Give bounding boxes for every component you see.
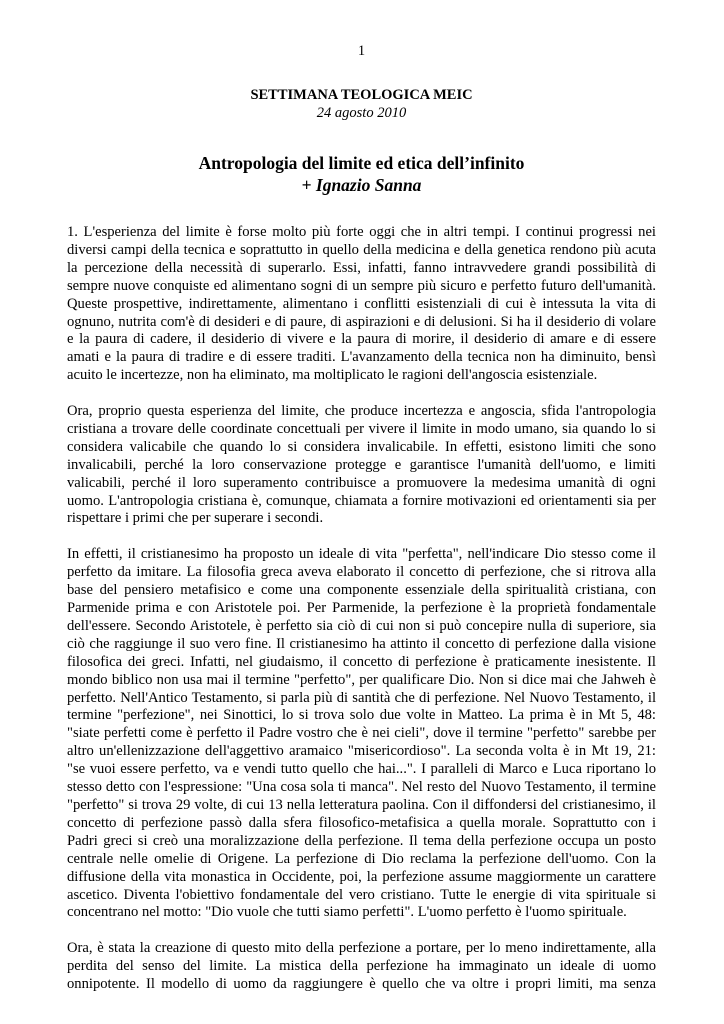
- paragraph-line: amati e la paura di tradire e di essere traditi. L'avanzamento della tecnica non ha diminuito, bensì: [67, 349, 656, 366]
- paragraph-line: perdita del senso del limite. La mistica della perfezione ha immaginato un ideale di uomo: [67, 958, 656, 975]
- paragraph-line: "siate perfetti come è perfetto il Padre vostro che è nei cieli", dove il termine "perfetto" sarebbe per: [67, 725, 656, 742]
- event-date: 24 agosto 2010: [316, 105, 407, 121]
- paragraph-line: diffusione della vita monastica in Occidente, poi, la perfezione assume maggiormente un carattere: [67, 868, 656, 885]
- paragraph-line: acuito le incertezze, non ha eliminato, ma moltiplicato le ragioni dell'angoscia esistenziale.: [67, 367, 598, 384]
- paragraph-line: ascetico. Diventa l'obiettivo fondamentale del vero cristiano. Tutte le energie di vita spirituale si: [67, 886, 656, 903]
- paragraph-line: perfetto da imitare. La filosofia greca aveva elaborato il concetto di perfezione, che si ritrova alla: [67, 564, 656, 581]
- paragraph-line: ognuno, nutrita com'è di desideri e di paure, di aspirazioni e di delusioni. Si ha il desiderio di volare: [67, 313, 656, 330]
- paragraph-line: Queste prospettive, indirettamente, alimentano i conflitti esistenziali di cui è intessuta la vita di: [67, 295, 656, 312]
- paragraph-line: valicabili, perché il loro superamento contribuisce a promuovere la medesima umanità di ogni: [67, 474, 656, 491]
- paragraph-line: uomo. L'antropologia cristiana è, comunque, chiamata a fornire motivazioni ed orientamenti sia per: [67, 492, 656, 509]
- paragraph-line: 1. L'esperienza del limite è forse molto più forte oggi che in altri tempi. I continui progressi nei: [67, 224, 656, 240]
- document-title: Antropologia del limite ed etica dell’infinito: [198, 153, 525, 173]
- paragraph-line: "perfetto" si trova 29 volte, di cui 13 nella letteratura paolina. Con il diffondersi del cristianesimo, il: [67, 796, 656, 813]
- paragraph-line: dell'essere. Secondo Aristotele, è perfetto sia ciò di cui non si può concepire nulla di superiore, sia: [67, 617, 656, 634]
- page-number: 1: [357, 43, 366, 59]
- paragraph-line: base del pensiero metafisico e come una componente essenziale della spiritualità cristiana, con: [67, 582, 656, 599]
- paragraph-line: In effetti, il cristianesimo ha proposto un ideale di vita "perfetta", nell'indicare Dio stesso come il: [67, 546, 656, 563]
- paragraph-line: invalicabili, perché la loro conservazione protegge e garantisce l'umanità dell'uomo, e limiti: [67, 456, 656, 473]
- paragraph-line: sempre nuove conquiste ed alimentano sogni di un sempre più sicuro e perfetto futuro dell'umanità.: [67, 277, 656, 294]
- paragraph-line: centrale nelle omelie di Origene. La perfezione di Dio reclama la perfezione dell'uomo. Con la: [67, 850, 656, 867]
- paragraph: [67, 940, 656, 994]
- paragraph-line: filosofica dei greci. Infatti, nel giudaismo, il concetto di perfezione è praticamente inesistente. Il: [67, 653, 656, 670]
- paragraph-line: Padri greci si creò una moralizzazione della perfezione. Il tema della perfezione occupa un posto: [67, 832, 656, 849]
- paragraph-line: la percezione della necessità di superarlo. Essi, infatti, fanno intravvedere grandi possibilità di: [67, 259, 656, 276]
- paragraph: [67, 403, 656, 528]
- body-text: [67, 224, 656, 1012]
- paragraph-line: Ora, proprio questa esperienza del limite, che produce incertezza e angoscia, sfida l'antropologia: [67, 403, 656, 420]
- paragraph-line: considera valicabile che quando lo si considera invalicabile. In effetti, esistono limiti che sono: [67, 438, 656, 455]
- paragraph-line: "se vuoi essere perfetto, va e vendi tutto quello che hai...". I paralleli di Marco e Luca riportano lo: [67, 761, 656, 778]
- paragraph-line: perfetto. Nell'Antico Testamento, si parla più di santità che di perfezione. Nel Nuovo Testamento, il: [67, 689, 656, 706]
- paragraph-line: termine "perfezione", nei Sinottici, lo si trova solo due volte in Matteo. La prima è in Mt 5, 48:: [67, 707, 656, 724]
- paragraph-line: stesso detto con l'espressione: "Una cosa sola ti manca". Nel resto del Nuovo Testamento, il termine: [67, 779, 656, 796]
- paragraph-line: cristiana a trovare delle coordinate concettuali per vivere il limite in modo umano, sia quando lo si: [67, 420, 656, 437]
- paragraph-line: Ora, è stata la creazione di questo mito della perfezione a portare, per lo meno indirettamente, alla: [67, 940, 656, 957]
- paragraph-line: mondo biblico non usa mai il termine "perfetto", per qualificare Dio. Non si dice mai che Jahweh è: [67, 671, 656, 688]
- paragraph-line: concetto di perfezione passò dalla sfera filosofico-metafisica a quella morale. Soprattutto con i: [67, 814, 656, 831]
- paragraph-line: rispettare i primi che per superare i secondi.: [67, 510, 324, 527]
- paragraph: [67, 546, 656, 922]
- paragraph: [67, 224, 656, 385]
- paragraph-line: altro un'ellenizzazione dell'aggettivo aramaico "misericordioso". La seconda volta è in Mt 19, 21:: [67, 743, 656, 760]
- title-block: [67, 152, 656, 196]
- document-header: [67, 86, 656, 122]
- author-name: + Ignazio Sanna: [301, 175, 422, 195]
- paragraph-line: diversi campi della tecnica e soprattutto in quello della medicina e della genetica rendono più acuta: [67, 241, 656, 258]
- paragraph-line: Parmenide prima e con Aristotele poi. Per Parmenide, la perfezione è la proprietà fondamentale: [67, 600, 656, 616]
- paragraph-line: onnipotente. Il modello di uomo da raggiungere è quello che va oltre i propri limiti, ma senza: [67, 976, 656, 993]
- paragraph-line: concentrano nel motto: "Dio vuole che tutti siamo perfetti". L'uomo perfetto è l'uomo spirituale.: [67, 904, 627, 921]
- paragraph-line: e la paura di cadere, il desiderio di vivere e la paura di morire, il desiderio di amare e di essere: [67, 331, 656, 348]
- paragraph-line: ciò che raggiunge il suo vero fine. Il cristianesimo ha attinto il concetto di perfezione dalla visione: [67, 635, 656, 652]
- organization-heading: SETTIMANA TEOLOGICA MEIC: [250, 87, 473, 103]
- document-page: [67, 0, 656, 1024]
